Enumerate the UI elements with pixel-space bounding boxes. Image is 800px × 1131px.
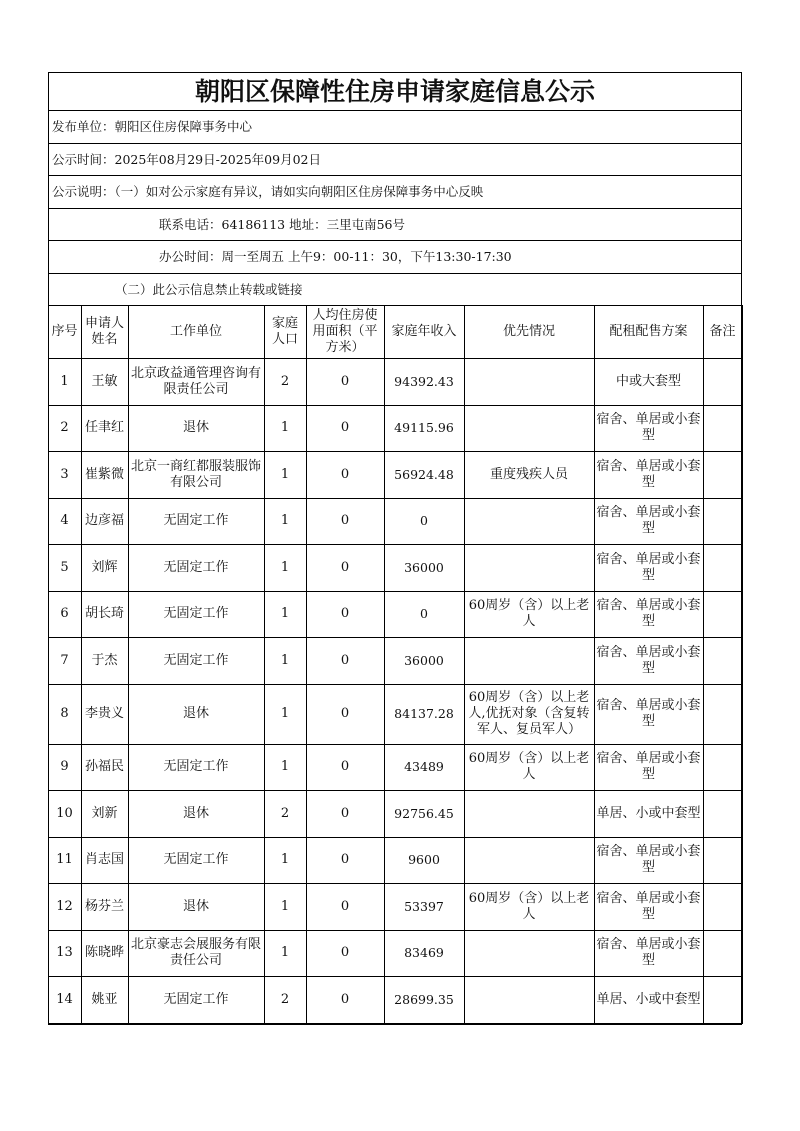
cell-income: 28699.35 [384, 977, 464, 1024]
cell-plan: 宿舍、单居或小套型 [594, 452, 703, 499]
header-area: 人均住房使用面积（平方米） [306, 306, 384, 359]
cell-work: 无固定工作 [128, 837, 264, 884]
publisher-line: 发布单位：朝阳区住房保障事务中心 [49, 111, 741, 144]
cell-plan: 中或大套型 [594, 359, 703, 406]
cell-people: 2 [264, 359, 306, 406]
cell-income: 36000 [384, 638, 464, 685]
cell-remark [703, 452, 742, 499]
cell-income: 43489 [384, 744, 464, 791]
cell-no: 2 [48, 405, 81, 452]
cell-no: 6 [48, 591, 81, 638]
cell-remark [703, 930, 742, 977]
cell-priority: 60周岁（含）以上老人 [464, 591, 594, 638]
cell-work: 无固定工作 [128, 977, 264, 1024]
table-row [48, 837, 742, 884]
cell-area: 0 [306, 684, 384, 744]
cell-work: 退休 [128, 405, 264, 452]
cell-plan: 宿舍、单居或小套型 [594, 638, 703, 685]
cell-remark [703, 591, 742, 638]
cell-no: 4 [48, 498, 81, 545]
cell-income: 0 [384, 498, 464, 545]
cell-priority: 60周岁（含）以上老人 [464, 744, 594, 791]
header-name: 申请人姓名 [81, 306, 128, 359]
cell-name: 杨芬兰 [81, 884, 128, 931]
cell-plan: 宿舍、单居或小套型 [594, 744, 703, 791]
cell-income: 0 [384, 591, 464, 638]
cell-name: 任聿红 [81, 405, 128, 452]
cell-income: 36000 [384, 545, 464, 592]
cell-people: 1 [264, 837, 306, 884]
table-row [48, 638, 742, 685]
cell-income: 83469 [384, 930, 464, 977]
cell-name: 边彦福 [81, 498, 128, 545]
table-row [48, 744, 742, 791]
cell-remark [703, 884, 742, 931]
cell-people: 1 [264, 452, 306, 499]
cell-work: 无固定工作 [128, 744, 264, 791]
header-no: 序号 [48, 306, 81, 359]
table-row [48, 591, 742, 638]
cell-no: 10 [48, 791, 81, 838]
cell-area: 0 [306, 638, 384, 685]
cell-people: 1 [264, 638, 306, 685]
table-row [48, 791, 742, 838]
cell-remark [703, 545, 742, 592]
cell-plan: 宿舍、单居或小套型 [594, 405, 703, 452]
cell-income: 9600 [384, 837, 464, 884]
cell-no: 5 [48, 545, 81, 592]
cell-work: 退休 [128, 684, 264, 744]
cell-income: 53397 [384, 884, 464, 931]
table-row [48, 977, 742, 1024]
cell-no: 8 [48, 684, 81, 744]
cell-work: 退休 [128, 791, 264, 838]
table-row [48, 930, 742, 977]
cell-work: 无固定工作 [128, 638, 264, 685]
cell-income: 84137.28 [384, 684, 464, 744]
applicant-table [48, 305, 743, 1024]
cell-plan: 宿舍、单居或小套型 [594, 498, 703, 545]
cell-area: 0 [306, 591, 384, 638]
cell-no: 7 [48, 638, 81, 685]
cell-income: 49115.96 [384, 405, 464, 452]
cell-priority [464, 638, 594, 685]
cell-name: 刘辉 [81, 545, 128, 592]
cell-people: 1 [264, 498, 306, 545]
cell-priority: 60周岁（含）以上老人 [464, 884, 594, 931]
cell-name: 孙福民 [81, 744, 128, 791]
cell-area: 0 [306, 791, 384, 838]
cell-work: 无固定工作 [128, 545, 264, 592]
cell-area: 0 [306, 498, 384, 545]
note-line-2: （二）此公示信息禁止转载或链接 [49, 274, 741, 307]
cell-plan: 单居、小或中套型 [594, 791, 703, 838]
cell-remark [703, 977, 742, 1024]
cell-priority [464, 359, 594, 406]
cell-people: 1 [264, 591, 306, 638]
cell-people: 1 [264, 545, 306, 592]
cell-work: 无固定工作 [128, 591, 264, 638]
cell-area: 0 [306, 977, 384, 1024]
cell-plan: 宿舍、单居或小套型 [594, 930, 703, 977]
cell-work: 北京豪志会展服务有限责任公司 [128, 930, 264, 977]
cell-area: 0 [306, 405, 384, 452]
table-row [48, 405, 742, 452]
cell-remark [703, 837, 742, 884]
header-work: 工作单位 [128, 306, 264, 359]
cell-priority [464, 837, 594, 884]
hours-line: 办公时间：周一至周五 上午9：00-11：30，下午13:30-17:30 [49, 241, 741, 274]
cell-remark [703, 744, 742, 791]
cell-people: 1 [264, 884, 306, 931]
cell-no: 14 [48, 977, 81, 1024]
period-line: 公示时间：2025年08月29日-2025年09月02日 [49, 144, 741, 177]
cell-area: 0 [306, 452, 384, 499]
header-income: 家庭年收入 [384, 306, 464, 359]
cell-priority [464, 791, 594, 838]
cell-plan: 宿舍、单居或小套型 [594, 591, 703, 638]
contact-line: 联系电话：64186113 地址：三里屯南56号 [49, 209, 741, 242]
cell-priority [464, 930, 594, 977]
notice-sheet [48, 72, 742, 1025]
cell-name: 刘新 [81, 791, 128, 838]
cell-work: 无固定工作 [128, 498, 264, 545]
cell-remark [703, 791, 742, 838]
table-row [48, 684, 742, 744]
cell-remark [703, 405, 742, 452]
header-people: 家庭人口 [264, 306, 306, 359]
cell-area: 0 [306, 744, 384, 791]
header-plan: 配租配售方案 [594, 306, 703, 359]
cell-area: 0 [306, 884, 384, 931]
cell-work: 北京政益通管理咨询有限责任公司 [128, 359, 264, 406]
table-row [48, 884, 742, 931]
cell-remark [703, 638, 742, 685]
table-row [48, 359, 742, 406]
cell-income: 56924.48 [384, 452, 464, 499]
cell-priority [464, 977, 594, 1024]
cell-remark [703, 498, 742, 545]
table-header-row [48, 306, 742, 359]
cell-income: 92756.45 [384, 791, 464, 838]
page-title: 朝阳区保障性住房申请家庭信息公示 [49, 73, 741, 111]
cell-no: 1 [48, 359, 81, 406]
cell-no: 11 [48, 837, 81, 884]
cell-priority [464, 498, 594, 545]
cell-no: 3 [48, 452, 81, 499]
cell-priority [464, 405, 594, 452]
cell-priority: 60周岁（含）以上老人,优抚对象（含复转军人、复员军人） [464, 684, 594, 744]
note-line-1: 公示说明：（一）如对公示家庭有异议，请如实向朝阳区住房保障事务中心反映 [49, 176, 741, 209]
cell-work: 退休 [128, 884, 264, 931]
cell-remark [703, 684, 742, 744]
cell-income: 94392.43 [384, 359, 464, 406]
cell-name: 姚亚 [81, 977, 128, 1024]
cell-work: 北京一商红都服装服饰有限公司 [128, 452, 264, 499]
cell-area: 0 [306, 837, 384, 884]
cell-people: 1 [264, 405, 306, 452]
cell-priority [464, 545, 594, 592]
cell-name: 陈晓晔 [81, 930, 128, 977]
cell-people: 2 [264, 977, 306, 1024]
cell-no: 13 [48, 930, 81, 977]
cell-people: 1 [264, 744, 306, 791]
cell-plan: 宿舍、单居或小套型 [594, 884, 703, 931]
cell-name: 王敏 [81, 359, 128, 406]
cell-name: 崔紫微 [81, 452, 128, 499]
cell-people: 1 [264, 930, 306, 977]
cell-no: 12 [48, 884, 81, 931]
header-priority: 优先情况 [464, 306, 594, 359]
cell-remark [703, 359, 742, 406]
cell-name: 肖志国 [81, 837, 128, 884]
cell-plan: 宿舍、单居或小套型 [594, 684, 703, 744]
cell-people: 2 [264, 791, 306, 838]
cell-plan: 宿舍、单居或小套型 [594, 545, 703, 592]
cell-name: 李贵义 [81, 684, 128, 744]
cell-priority: 重度残疾人员 [464, 452, 594, 499]
table-row [48, 545, 742, 592]
cell-plan: 单居、小或中套型 [594, 977, 703, 1024]
cell-people: 1 [264, 684, 306, 744]
header-remark: 备注 [703, 306, 742, 359]
cell-area: 0 [306, 930, 384, 977]
cell-plan: 宿舍、单居或小套型 [594, 837, 703, 884]
cell-area: 0 [306, 545, 384, 592]
table-row [48, 498, 742, 545]
cell-no: 9 [48, 744, 81, 791]
cell-name: 胡长琦 [81, 591, 128, 638]
table-row [48, 452, 742, 499]
cell-name: 于杰 [81, 638, 128, 685]
cell-area: 0 [306, 359, 384, 406]
